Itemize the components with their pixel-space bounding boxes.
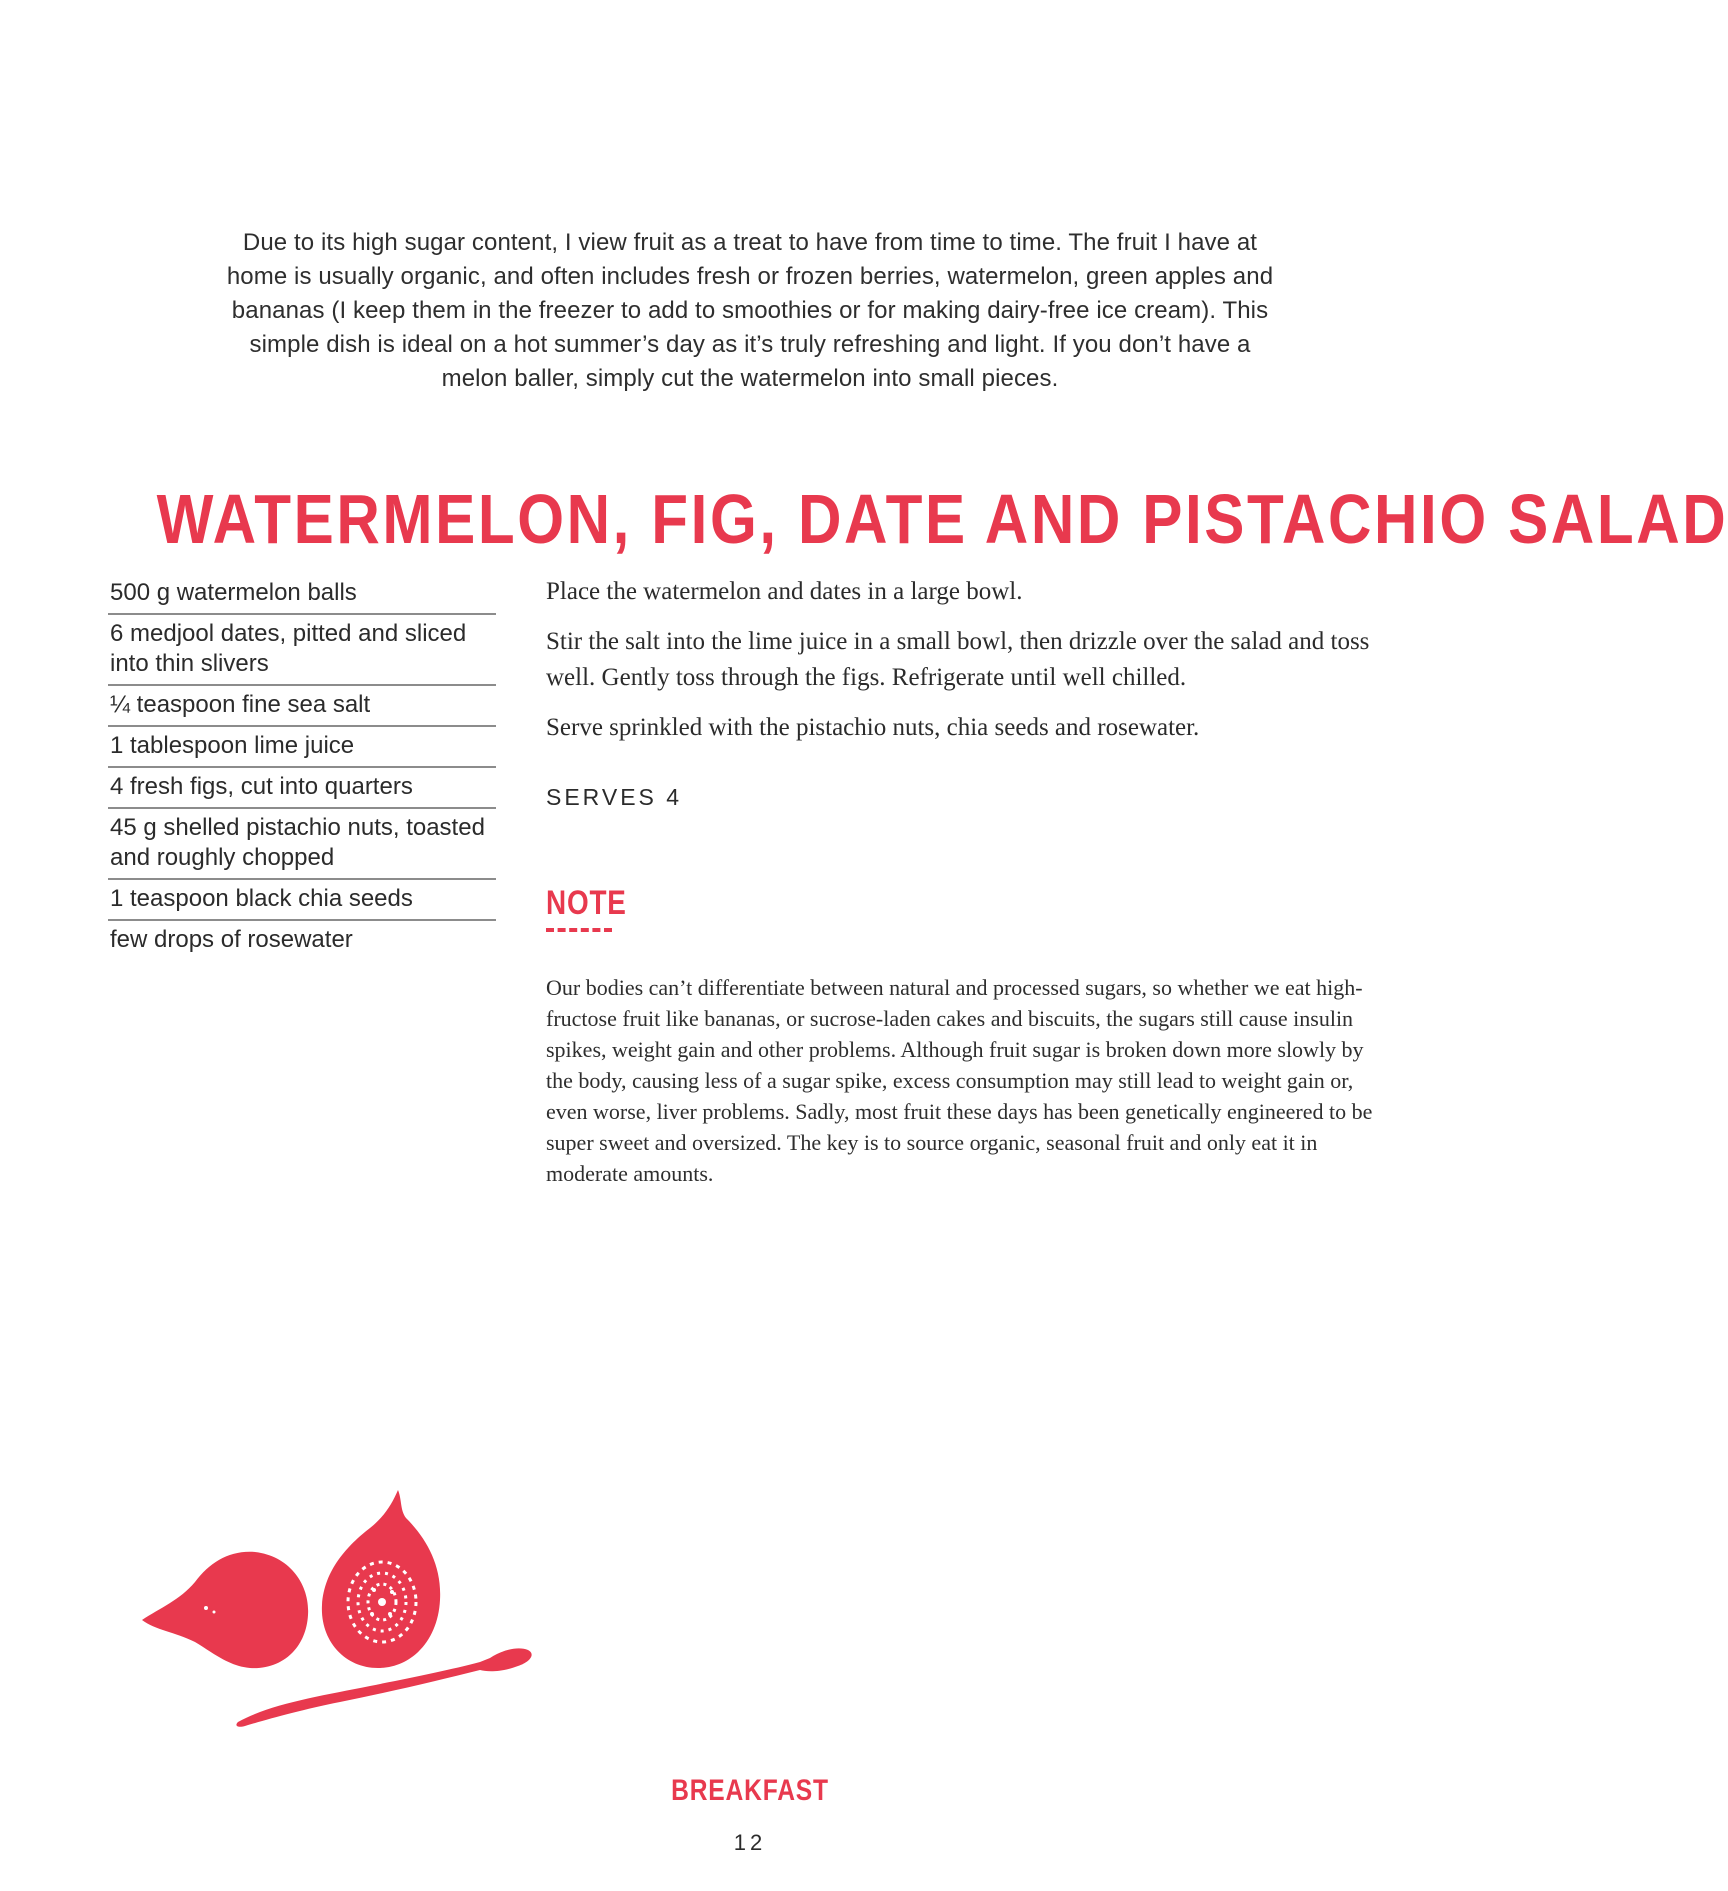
ingredient-item: 45 g shelled pistachio nuts, toasted and roughly chopped bbox=[108, 809, 496, 880]
ingredient-item: 6 medjool dates, pitted and sliced into thin slivers bbox=[108, 615, 496, 686]
method-step: Serve sprinkled with the pistachio nuts, chia seeds and rosewater. bbox=[546, 714, 1200, 741]
note-heading: NOTE bbox=[546, 884, 627, 922]
serves-label: SERVES 4 bbox=[546, 784, 683, 810]
halved-fig-icon bbox=[322, 1490, 440, 1668]
ingredient-item: few drops of rosewater bbox=[110, 926, 353, 953]
method-step: Stir the salt into the lime juice in a small bowl, then drizzle over the salad and toss well. Gently toss through the figs. Refrigerate until well chilled. bbox=[546, 628, 1370, 691]
ingredient-item: 1 teaspoon black chia seeds bbox=[108, 880, 496, 921]
ingredient-item: ¼ teaspoon fine sea salt bbox=[108, 686, 496, 727]
ingredient-list bbox=[108, 574, 496, 960]
footer-section-label: BREAKFAST bbox=[671, 1774, 829, 1807]
page-number: 12 bbox=[733, 1830, 767, 1855]
whole-fig-icon bbox=[142, 1552, 308, 1668]
method-step: Place the watermelon and dates in a large bowl. bbox=[546, 578, 1023, 605]
intro-paragraph: Due to its high sugar content, I view fruit as a treat to have from time to time. The fruit I have at home is usually organic, and often includes fresh or frozen berries, watermelon, green apples and bananas (I keep them in the freezer to add to smoothies or for making dairy-free ice cream). This simple dish is ideal on a hot summer’s day as it’s truly refreshing and light. If you don’t have a melon baller, simply cut the watermelon into small pieces. bbox=[226, 229, 1274, 392]
ingredient-item: 4 fresh figs, cut into quarters bbox=[108, 768, 496, 809]
recipe-title: WATERMELON, FIG, DATE AND PISTACHIO SALAD bbox=[156, 479, 1728, 558]
ingredient-item: 500 g watermelon balls bbox=[108, 574, 496, 615]
ingredient-item: 1 tablespoon lime juice bbox=[108, 727, 496, 768]
method-steps bbox=[546, 574, 1386, 760]
note-underline-divider bbox=[546, 928, 612, 932]
note-body: Our bodies can’t differentiate between natural and processed sugars, so whether we eat high-fructose fruit like bananas, or sucrose-laden cakes and biscuits, the sugars still cause insulin spikes, weight gain and other problems. Although fruit sugar is broken down more slowly by the body, causing less of a sugar spike, excess consumption may still lead to weight gain or, even worse, liver problems. Sadly, most fruit these days has been genetically engineered to be super sweet and oversized. The key is to source organic, seasonal fruit and only eat it in moderate amounts. bbox=[546, 975, 1373, 1186]
fig-and-knife-illustration-icon bbox=[150, 1490, 540, 1730]
